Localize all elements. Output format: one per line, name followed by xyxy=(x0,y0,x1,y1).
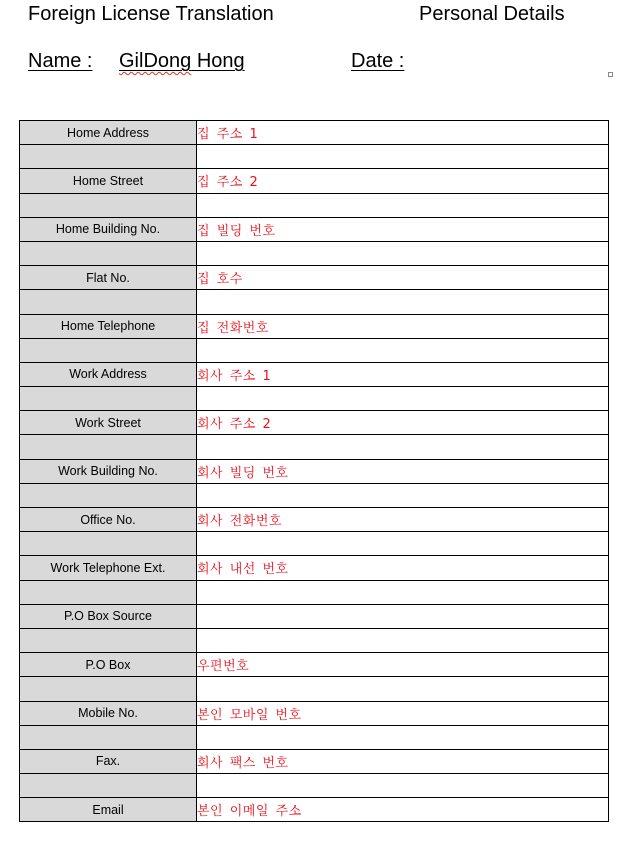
object-anchor-icon[interactable] xyxy=(608,72,613,77)
field-value[interactable]: 집 빌딩 번호 xyxy=(197,217,609,241)
field-label: Fax. xyxy=(20,749,197,773)
field-label: Home Address xyxy=(20,121,197,145)
table-row xyxy=(20,411,609,435)
section-heading: Personal Details xyxy=(419,3,565,25)
table-row xyxy=(20,508,609,532)
field-label: Work Building No. xyxy=(20,459,197,483)
table-row xyxy=(20,749,609,773)
spacer-value-cell[interactable] xyxy=(197,193,609,217)
table-row xyxy=(20,653,609,677)
spacer-row xyxy=(20,387,609,411)
name-last: Hong xyxy=(191,50,245,72)
field-label: P.O Box xyxy=(20,653,197,677)
spacer-row xyxy=(20,532,609,556)
table-row xyxy=(20,121,609,145)
spacer-value-cell[interactable] xyxy=(197,483,609,507)
spacer-value-cell[interactable] xyxy=(197,532,609,556)
name-first: GilDong xyxy=(119,50,192,72)
table-row xyxy=(20,798,609,822)
field-value[interactable]: 집 전화번호 xyxy=(197,314,609,338)
spacer-row xyxy=(20,774,609,798)
field-label: Office No. xyxy=(20,508,197,532)
spacer-row xyxy=(20,193,609,217)
field-value[interactable]: 회사 내선 번호 xyxy=(197,556,609,580)
spacer-row xyxy=(20,290,609,314)
spacer-value-cell[interactable] xyxy=(197,677,609,701)
table-row xyxy=(20,604,609,628)
name-label: Name : xyxy=(28,50,93,72)
name-value[interactable] xyxy=(119,48,245,74)
spacer-label-cell xyxy=(20,628,197,652)
table-row xyxy=(20,701,609,725)
spacer-label-cell xyxy=(20,290,197,314)
spacer-label-cell xyxy=(20,145,197,169)
spacer-label-cell xyxy=(20,580,197,604)
field-value[interactable]: 회사 주소 2 xyxy=(197,411,609,435)
spacer-label-cell xyxy=(20,193,197,217)
spacer-label-cell xyxy=(20,435,197,459)
table-row xyxy=(20,556,609,580)
field-value[interactable]: 회사 빌딩 번호 xyxy=(197,459,609,483)
spacer-value-cell[interactable] xyxy=(197,774,609,798)
field-label: Flat No. xyxy=(20,266,197,290)
spacer-value-cell[interactable] xyxy=(197,580,609,604)
spacer-value-cell[interactable] xyxy=(197,241,609,265)
field-label: Home Street xyxy=(20,169,197,193)
field-value[interactable]: 집 주소 1 xyxy=(197,121,609,145)
spacer-row xyxy=(20,628,609,652)
field-value[interactable]: 회사 팩스 번호 xyxy=(197,749,609,773)
spacer-row xyxy=(20,435,609,459)
field-value[interactable]: 회사 전화번호 xyxy=(197,508,609,532)
field-value[interactable] xyxy=(197,604,609,628)
field-label: Home Telephone xyxy=(20,314,197,338)
field-value[interactable]: 회사 주소 1 xyxy=(197,362,609,386)
spacer-label-cell xyxy=(20,483,197,507)
personal-details-table xyxy=(19,120,609,822)
field-label: Home Building No. xyxy=(20,217,197,241)
spacer-row xyxy=(20,725,609,749)
field-label: Work Telephone Ext. xyxy=(20,556,197,580)
spacer-label-cell xyxy=(20,387,197,411)
field-label: Work Address xyxy=(20,362,197,386)
field-label: P.O Box Source xyxy=(20,604,197,628)
spacer-label-cell xyxy=(20,774,197,798)
spacer-value-cell[interactable] xyxy=(197,145,609,169)
spacer-row xyxy=(20,338,609,362)
spacer-label-cell xyxy=(20,338,197,362)
table-row xyxy=(20,217,609,241)
table-row xyxy=(20,362,609,386)
spacer-value-cell[interactable] xyxy=(197,290,609,314)
field-label: Mobile No. xyxy=(20,701,197,725)
table-row xyxy=(20,266,609,290)
spacer-label-cell xyxy=(20,532,197,556)
field-value[interactable]: 본인 모바일 번호 xyxy=(197,701,609,725)
field-value[interactable]: 집 주소 2 xyxy=(197,169,609,193)
spacer-row xyxy=(20,483,609,507)
spacer-row xyxy=(20,677,609,701)
field-label: Work Street xyxy=(20,411,197,435)
field-value[interactable]: 집 호수 xyxy=(197,266,609,290)
document-title: Foreign License Translation xyxy=(28,3,274,25)
field-label: Email xyxy=(20,798,197,822)
spacer-label-cell xyxy=(20,241,197,265)
field-value[interactable]: 우편번호 xyxy=(197,653,609,677)
spacer-row xyxy=(20,241,609,265)
table-row xyxy=(20,314,609,338)
spacer-row xyxy=(20,145,609,169)
date-label: Date : xyxy=(351,50,405,72)
field-value[interactable]: 본인 이메일 주소 xyxy=(197,798,609,822)
spacer-value-cell[interactable] xyxy=(197,338,609,362)
spacer-value-cell[interactable] xyxy=(197,628,609,652)
spacer-value-cell[interactable] xyxy=(197,435,609,459)
spacer-row xyxy=(20,580,609,604)
spacer-label-cell xyxy=(20,677,197,701)
spacer-label-cell xyxy=(20,725,197,749)
spacer-value-cell[interactable] xyxy=(197,725,609,749)
table-row xyxy=(20,169,609,193)
spacer-value-cell[interactable] xyxy=(197,387,609,411)
table-row xyxy=(20,459,609,483)
